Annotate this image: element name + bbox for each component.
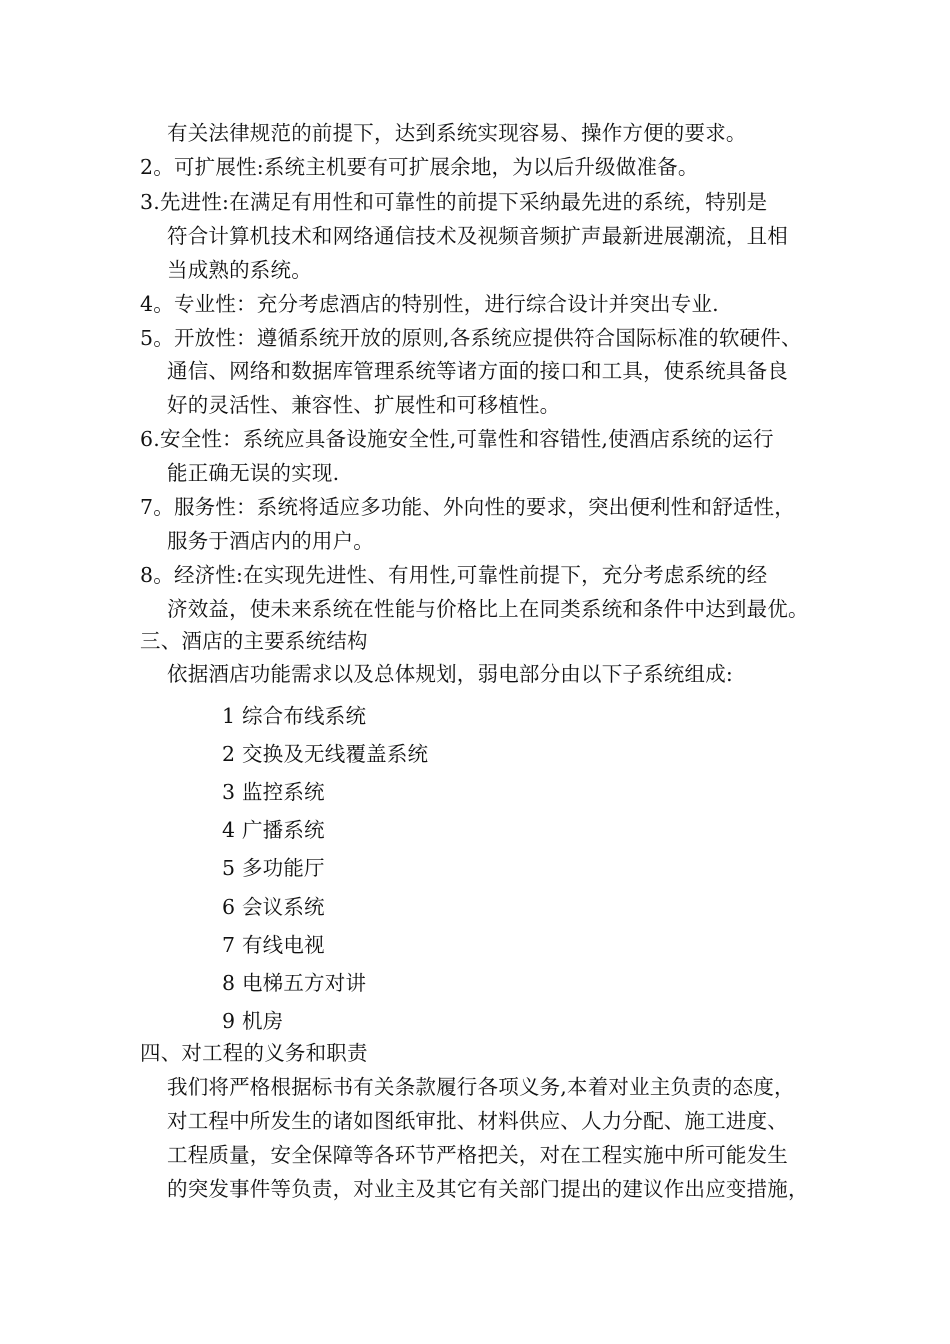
text-line: 6.安全性：系统应具备设施安全性,可靠性和容错性,使酒店系统的运行 bbox=[140, 427, 774, 451]
text-line: 通信、网络和数据库管理系统等诸方面的接口和工具，使系统具备良 bbox=[167, 359, 788, 383]
text-line: 好的灵活性、兼容性、扩展性和可移植性。 bbox=[167, 393, 561, 417]
section-heading: 三、酒店的主要系统结构 bbox=[140, 629, 368, 653]
list-item: 2 交换及无线覆盖系统 bbox=[222, 742, 429, 766]
list-item: 8 电梯五方对讲 bbox=[222, 971, 367, 995]
text-line: 符合计算机技术和网络通信技术及视频音频扩声最新进展潮流，且相 bbox=[167, 224, 788, 248]
text-line: 当成熟的系统。 bbox=[167, 258, 312, 282]
text-line: 的突发事件等负责，对业主及其它有关部门提出的建议作出应变措施， bbox=[167, 1177, 809, 1201]
text-line: 7。服务性：系统将适应多功能、外向性的要求，突出便利性和舒适性， bbox=[140, 495, 795, 519]
text-line: 济效益，使未来系统在性能与价格比上在同类系统和条件中达到最优。 bbox=[167, 597, 809, 621]
list-item: 7 有线电视 bbox=[222, 933, 325, 957]
text-line: 有关法律规范的前提下，达到系统实现容易、操作方便的要求。 bbox=[167, 121, 747, 145]
text-line: 服务于酒店内的用户。 bbox=[167, 529, 374, 553]
list-item: 5 多功能厅 bbox=[222, 856, 325, 880]
text-line: 5。开放性：遵循系统开放的原则,各系统应提供符合国际标准的软硬件、 bbox=[140, 326, 802, 350]
list-item: 1 综合布线系统 bbox=[222, 704, 367, 728]
section-heading: 四、对工程的义务和职责 bbox=[140, 1041, 368, 1065]
text-line: 2。可扩展性:系统主机要有可扩展余地，为以后升级做准备。 bbox=[140, 155, 699, 179]
text-line: 对工程中所发生的诸如图纸审批、材料供应、人力分配、施工进度、 bbox=[167, 1109, 788, 1133]
list-item: 6 会议系统 bbox=[222, 895, 325, 919]
text-line: 依据酒店功能需求以及总体规划，弱电部分由以下子系统组成: bbox=[167, 662, 734, 686]
text-line: 3.先进性:在满足有用性和可靠性的前提下采纳最先进的系统，特别是 bbox=[140, 190, 768, 214]
list-item: 4 广播系统 bbox=[222, 818, 325, 842]
list-item: 3 监控系统 bbox=[222, 780, 325, 804]
list-item: 9 机房 bbox=[222, 1009, 284, 1033]
text-line: 4。专业性：充分考虑酒店的特别性，进行综合设计并突出专业. bbox=[140, 292, 719, 316]
text-line: 能正确无误的实现. bbox=[167, 461, 340, 485]
text-line: 我们将严格根据标书有关条款履行各项义务,本着对业主负责的态度， bbox=[167, 1075, 795, 1099]
text-line: 工程质量，安全保障等各环节严格把关，对在工程实施中所可能发生 bbox=[167, 1143, 788, 1167]
text-line: 8。经济性:在实现先进性、有用性,可靠性前提下，充分考虑系统的经 bbox=[140, 563, 768, 587]
